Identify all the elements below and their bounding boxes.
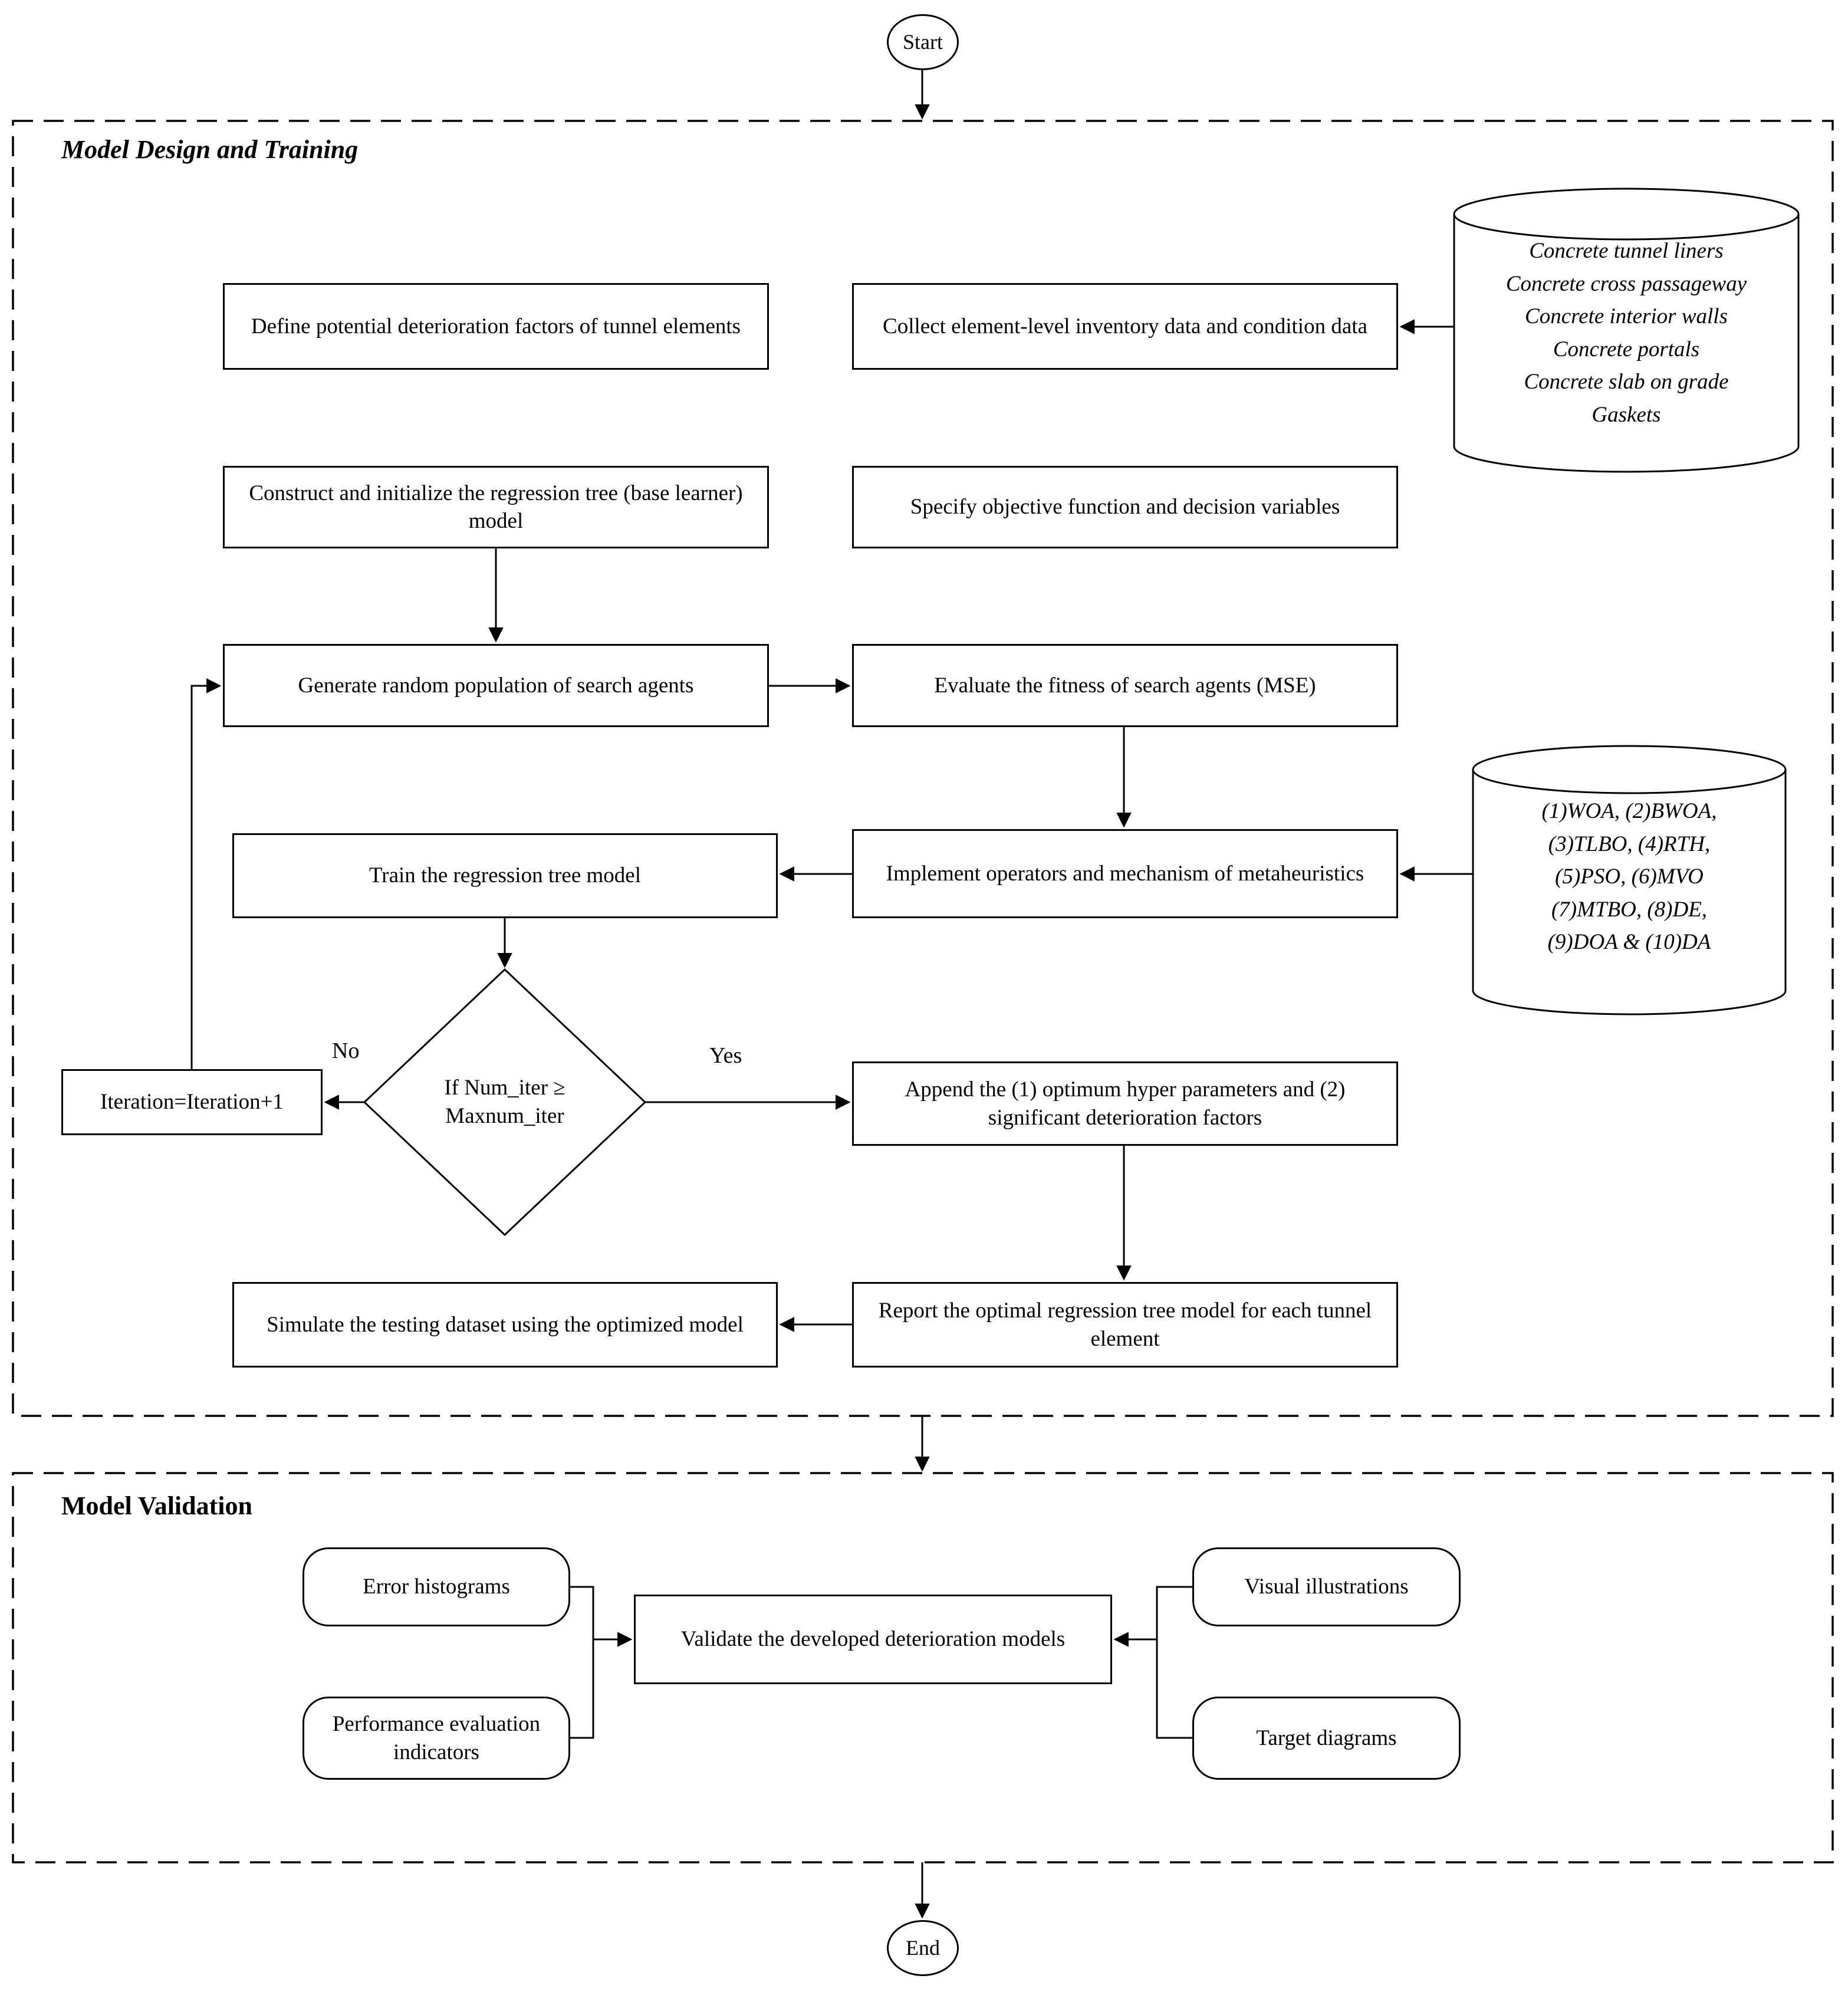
collect-data-box [852, 283, 1398, 370]
bracket-left-inputs [570, 1587, 593, 1738]
specify-objective-label: Specify objective function and decision variables [910, 495, 1340, 520]
iteration-counter-box [61, 1069, 323, 1135]
end-label: End [906, 1936, 940, 1960]
iteration-counter-label: Iteration=Iteration+1 [100, 1090, 284, 1115]
target-diagrams-box [1192, 1697, 1461, 1780]
target-diagrams-label: Target diagrams [1256, 1725, 1397, 1750]
bracket-right-inputs [1157, 1587, 1192, 1738]
db-line: (1)WOA, (2)BWOA, [1541, 799, 1717, 823]
db-line: (5)PSO, (6)MVO [1555, 865, 1704, 889]
error-histograms-label: Error histograms [363, 1575, 510, 1599]
db-line: Concrete portals [1553, 337, 1700, 361]
validation-section-title: Model Validation [61, 1491, 252, 1520]
report-model-box [852, 1282, 1398, 1368]
append-parameters-box [852, 1061, 1398, 1146]
db-line: (3)TLBO, (4)RTH, [1548, 831, 1711, 856]
specify-objective-box [852, 466, 1398, 548]
simulate-testing-box [232, 1282, 778, 1368]
db-line: (7)MTBO, (8)DE, [1551, 897, 1708, 922]
validate-models-label: Validate the developed deterioration models [680, 1627, 1066, 1652]
implement-operators-box [852, 829, 1398, 918]
generate-population-label: Generate random population of search agents [298, 673, 694, 698]
train-model-label: Train the regression tree model [369, 863, 642, 888]
db-metaheuristics-text [1473, 795, 1785, 959]
evaluate-fitness-box [852, 644, 1398, 727]
performance-indicators-box [302, 1697, 570, 1780]
define-factors-box [223, 283, 769, 370]
implement-operators-label: Implement operators and mechanism of metaheuristics [886, 861, 1364, 886]
construct-tree-box [223, 466, 769, 548]
evaluate-fitness-label: Evaluate the fitness of search agents (MSE) [934, 673, 1316, 698]
performance-indicators-label: Performance evaluation indicators [332, 1712, 541, 1764]
db-line: Concrete interior walls [1525, 304, 1728, 328]
start-label: Start [903, 30, 943, 54]
define-factors-label: Define potential deterioration factors of tunnel elements [251, 314, 741, 338]
arrow-iteration-loop-to-generate [192, 686, 220, 1069]
db-line: Gaskets [1591, 402, 1661, 427]
db-line: Concrete cross passageway [1505, 271, 1747, 296]
decision-condition-line2: Maxnum_iter [445, 1104, 564, 1128]
visual-illustrations-box [1192, 1547, 1461, 1626]
decision-condition [369, 1055, 640, 1149]
db-tunnel-elements-text [1454, 235, 1798, 431]
start-terminal [887, 14, 959, 70]
collect-data-label: Collect element-level inventory data and condition data [883, 314, 1367, 338]
db-line: Concrete slab on grade [1524, 370, 1729, 394]
validate-models-box [634, 1595, 1112, 1684]
append-parameters-label: Append the (1) optimum hyper parameters and (2) significant deterioration factors [905, 1077, 1346, 1130]
error-histograms-box [302, 1547, 570, 1626]
db-line: (9)DOA & (10)DA [1547, 930, 1711, 954]
simulate-testing-label: Simulate the testing dataset using the optimized model [267, 1312, 744, 1337]
visual-illustrations-label: Visual illustrations [1244, 1575, 1409, 1599]
branch-yes-label: Yes [709, 1043, 742, 1068]
branch-no-label: No [332, 1038, 360, 1063]
decision-condition-line1: If Num_iter ≥ [444, 1075, 565, 1100]
train-model-box [232, 833, 778, 918]
end-terminal [887, 1920, 959, 1976]
report-model-label: Report the optimal regression tree model for each tunnel element [878, 1299, 1372, 1351]
db-line: Concrete tunnel liners [1529, 239, 1724, 263]
generate-population-box [223, 644, 769, 727]
construct-tree-label: Construct and initialize the regression tree (base learner) model [249, 481, 743, 533]
training-section-title: Model Design and Training [61, 135, 359, 164]
